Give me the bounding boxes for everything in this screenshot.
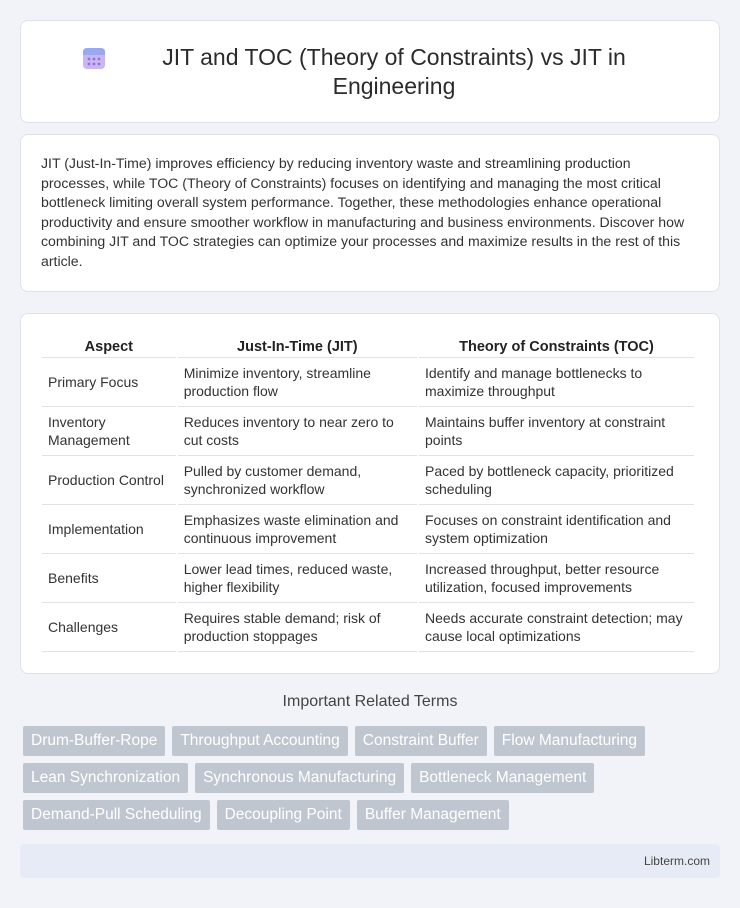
row-aspect: Inventory Management [42, 407, 176, 456]
row-toc: Paced by bottleneck capacity, prioritized scheduling [419, 456, 694, 505]
related-term-tag[interactable]: Throughput Accounting [172, 726, 347, 756]
related-term-tag[interactable]: Lean Synchronization [23, 763, 188, 793]
tag-row [23, 763, 723, 793]
table-row [42, 505, 694, 554]
row-jit: Emphasizes waste elimination and continuous improvement [178, 505, 417, 554]
comparison-table [40, 336, 696, 652]
row-toc: Increased throughput, better resource utilization, focused improvements [419, 554, 694, 603]
row-jit: Reduces inventory to near zero to cut costs [178, 407, 417, 456]
related-term-tag[interactable]: Flow Manufacturing [494, 726, 645, 756]
related-term-tag[interactable]: Constraint Buffer [355, 726, 487, 756]
header-toc: Theory of Constraints (TOC) [419, 336, 694, 358]
calendar-icon [81, 45, 107, 71]
related-term-tag[interactable]: Synchronous Manufacturing [195, 763, 404, 793]
footer-site-link[interactable]: Libterm.com [643, 854, 710, 868]
table-row [42, 603, 694, 652]
row-aspect: Production Control [42, 456, 176, 505]
page-title: JIT and TOC (Theory of Constraints) vs JIT in Engineering [162, 43, 626, 99]
related-term-tag[interactable]: Bottleneck Management [411, 763, 594, 793]
table-header-row [42, 336, 694, 358]
row-aspect: Implementation [42, 505, 176, 554]
related-term-tag[interactable]: Drum-Buffer-Rope [23, 726, 165, 756]
intro-paragraph: JIT (Just-In-Time) improves efficiency by reducing inventory waste and streamlining production processes, while TOC (Theory of Constraints) focuses on identifying and managing the most critical bottleneck limiting overall system performance. Together, these methodologies enhance operational productivity and ensure smoother workflow in manufacturing and business environments. Discover how combining JIT and TOC strategies can optimize your processes and maximize results in the rest of this article. [41, 155, 685, 269]
row-toc: Focuses on constraint identification and system optimization [419, 505, 694, 554]
row-toc: Maintains buffer inventory at constraint points [419, 407, 694, 456]
row-aspect: Challenges [42, 603, 176, 652]
title-wrap [21, 21, 719, 122]
comparison-card [20, 313, 720, 674]
title-card [20, 20, 720, 123]
header-aspect: Aspect [42, 336, 176, 358]
row-jit: Requires stable demand; risk of production stoppages [178, 603, 417, 652]
row-aspect: Primary Focus [42, 358, 176, 407]
related-term-tag[interactable]: Buffer Management [357, 800, 509, 830]
footer [20, 844, 720, 878]
row-jit: Minimize inventory, streamline production flow [178, 358, 417, 407]
related-terms-heading: Important Related Terms [282, 693, 458, 710]
row-jit: Lower lead times, reduced waste, higher flexibility [178, 554, 417, 603]
row-toc: Needs accurate constraint detection; may cause local optimizations [419, 603, 694, 652]
related-term-tag[interactable]: Demand-Pull Scheduling [23, 800, 210, 830]
related-terms-list [23, 726, 723, 837]
header-jit: Just-In-Time (JIT) [178, 336, 417, 358]
table-row [42, 554, 694, 603]
tag-row [23, 800, 723, 830]
row-aspect: Benefits [42, 554, 176, 603]
intro-card [20, 134, 720, 292]
tag-row [23, 726, 723, 756]
related-term-tag[interactable]: Decoupling Point [217, 800, 350, 830]
table-row [42, 407, 694, 456]
row-jit: Pulled by customer demand, synchronized workflow [178, 456, 417, 505]
row-toc: Identify and manage bottlenecks to maximize throughput [419, 358, 694, 407]
table-row [42, 456, 694, 505]
table-row [42, 358, 694, 407]
